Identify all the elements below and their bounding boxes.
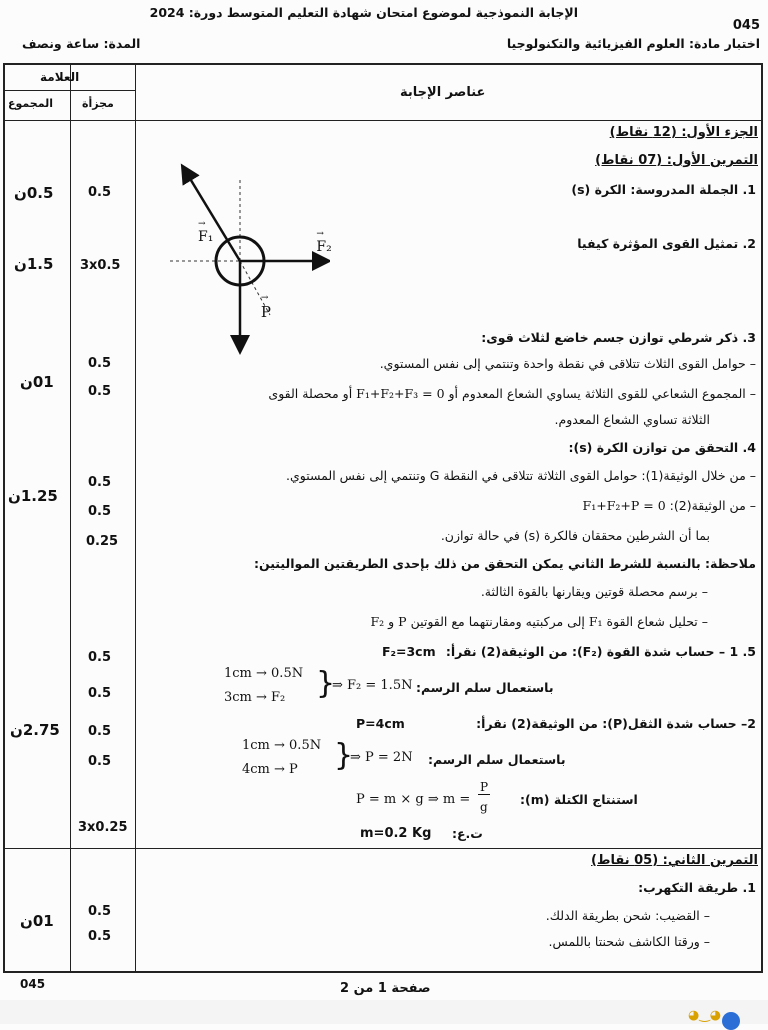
mass-deduction: استنتاج الكتلة (m): <box>520 792 638 807</box>
q3-condition-2 <box>268 386 756 401</box>
like-icon[interactable] <box>722 1012 740 1030</box>
footer-code: 045 <box>20 977 46 991</box>
note-method-2-text-b: إلى مركبتيه ومقارنتهما مع القوتين <box>410 614 585 629</box>
partial-score: 0.5 <box>88 754 112 769</box>
fraction-numerator: P <box>480 780 489 794</box>
partial-header: مجزأة <box>82 97 114 110</box>
partial-score: 0.5 <box>88 356 112 371</box>
q4-line-2-text: – من الوثيقة(2): <box>669 498 756 513</box>
question-4: 4. التحقق من توازن الكرة (s): <box>568 440 756 455</box>
exercise1-title: التمرين الأول: (07 نقاط) <box>595 153 758 168</box>
partial-score: 0.5 <box>88 475 112 490</box>
ex2-electroscope: – ورقتا الكاشف شحنتا باللمس. <box>548 934 710 949</box>
p-ratio-1: 1cm → 0.5N <box>242 738 322 753</box>
question-5-part-2: 2– حساب شدة الثقل(P): من الوثيقة(2) نقرأ: <box>476 716 756 731</box>
partial-score: 0.5 <box>88 504 112 519</box>
partial-score: 0.5 <box>88 724 112 739</box>
brace: } <box>316 666 336 701</box>
note-f1: F₁ <box>588 614 603 629</box>
partial-score: 0.5 <box>88 904 112 919</box>
note-method-2-text: – تحليل شعاع القوة <box>606 614 708 629</box>
f2-ratio-1: 1cm → 0.5N <box>224 666 304 681</box>
exam-subject: اختبار مادة: العلوم الفيزيائية والتكنولوجيا <box>506 36 760 51</box>
brace: } <box>334 738 354 773</box>
p-ratio-2: 4cm → P <box>242 762 298 777</box>
part1-title: الجزء الأول: (12 نقاط) <box>609 125 758 140</box>
q4-conclusion: بما أن الشرطين محققان فالكرة (s) في حالة توازن. <box>440 528 710 543</box>
note-method-1: – برسم محصلة قوتين ويقارنها بالقوة الثالثة. <box>480 584 708 599</box>
partial-score: 0.25 <box>86 534 119 549</box>
exam-duration: المدة: ساعة ونصف <box>22 36 141 51</box>
p-result: ⇒ P = 2N <box>350 750 413 765</box>
force-diagram <box>160 160 330 360</box>
total-score: 01ن <box>20 373 54 391</box>
partial-score: 3x0.25 <box>78 820 128 835</box>
note-method-2 <box>370 614 708 629</box>
fraction-denominator: g <box>480 800 488 814</box>
partial-score: 0.5 <box>88 185 112 200</box>
total-score: 1.25ن <box>8 487 58 505</box>
exam-code: 045 <box>732 18 760 33</box>
q4-line-2 <box>583 498 756 513</box>
exercise2-title: التمرين الثاني: (05 نقاط) <box>591 853 758 868</box>
p-scale-label: باستعمال سلم الرسم: <box>428 752 566 767</box>
row-divider <box>3 90 135 91</box>
note-f2: F₂ <box>370 614 385 629</box>
question-3: 3. ذكر شرطي توازن جسم خاضع لثلاث قوى: <box>481 330 756 345</box>
question-2: 2. تمثيل القوى المؤثرة كيفيا <box>577 236 756 251</box>
p-reading: P=4cm <box>356 716 405 731</box>
partial-score: 0.5 <box>88 686 112 701</box>
note-p: P <box>398 614 407 629</box>
reaction-icon[interactable]: ◕‿◕ <box>688 1008 722 1023</box>
mass-formula: P = m × g ⇒ m = <box>356 792 471 807</box>
f1-arrow <box>186 172 240 261</box>
note-and: و <box>388 614 395 629</box>
q4-vector-sum: F₁+F₂+P = 0 <box>582 498 666 513</box>
row-divider <box>3 120 763 121</box>
q4-line-1: – من خلال الوثيقة(1): حوامل القوى الثلاثة تتلاقى في النقطة G وتنتمي إلى نفس المستوي. <box>286 468 756 483</box>
mass-result: m=0.2 Kg <box>360 826 432 841</box>
bottom-bar <box>0 1000 768 1024</box>
f2-result: ⇒ F₂ = 1.5N <box>332 678 413 693</box>
f2-reading: F₂=3cm <box>382 644 436 659</box>
p-label: → P <box>261 303 271 321</box>
ex2-rod: – القضيب: شحن بطريقة الدلك. <box>545 908 710 923</box>
f2-ratio-2: 3cm → F₂ <box>224 690 286 705</box>
f1-label: → F₁ <box>198 229 213 245</box>
question-1: 1. الجملة المدروسة: الكرة (s) <box>571 182 756 197</box>
numeric-application-label: ت.ع: <box>452 826 483 841</box>
q3-condition-1: – حوامل القوى الثلاث تتلاقى في نقطة واحدة وتنتمي إلى نفس المستوي. <box>379 356 756 371</box>
q3-vector-sum: F₁+F₂+F₃ = 0 <box>356 386 445 401</box>
question-5-part-1: 5. 1 – حساب شدة القوة (F₂): من الوثيقة(2) نقرأ: <box>445 644 756 659</box>
partial-score: 0.5 <box>88 650 112 665</box>
row-divider <box>3 848 763 849</box>
partial-score: 0.5 <box>88 384 112 399</box>
q3-condition-2-text: – المجموع الشعاعي للقوى الثلاثة يساوي الشعاع المعدوم أو <box>448 386 756 401</box>
f2-label: → F₂ <box>316 239 331 255</box>
column-divider <box>70 63 71 973</box>
partial-score: 3x0.5 <box>80 258 121 273</box>
q3-condition-2-tail: أو محصلة القوى <box>268 386 353 401</box>
exam-title: الإجابة النموذجية لموضوع امتحان شهادة التعليم المتوسط دورة: 2024 <box>149 5 578 20</box>
ex2-question-1: 1. طريقة التكهرب: <box>638 880 756 895</box>
mark-header: العلامة <box>40 70 80 84</box>
partial-score: 0.5 <box>88 929 112 944</box>
page-number: صفحة 1 من 2 <box>340 981 431 996</box>
total-score: 2.75ن <box>10 721 60 739</box>
answer-elements-header: عناصر الإجابة <box>400 85 486 100</box>
note: ملاحظة: بالنسبة للشرط الثاني يمكن التحقق من ذلك بإحدى الطريقتين المواليتين: <box>253 556 756 571</box>
total-score: 01ن <box>20 912 54 930</box>
total-score: 0.5ن <box>14 184 54 202</box>
total-score: 1.5ن <box>14 255 54 273</box>
total-header: المجموع <box>8 97 53 110</box>
q3-condition-2-cont: الثلاثة تساوي الشعاع المعدوم. <box>554 412 710 427</box>
f2-scale-label: باستعمال سلم الرسم: <box>416 680 554 695</box>
column-divider <box>135 63 136 973</box>
